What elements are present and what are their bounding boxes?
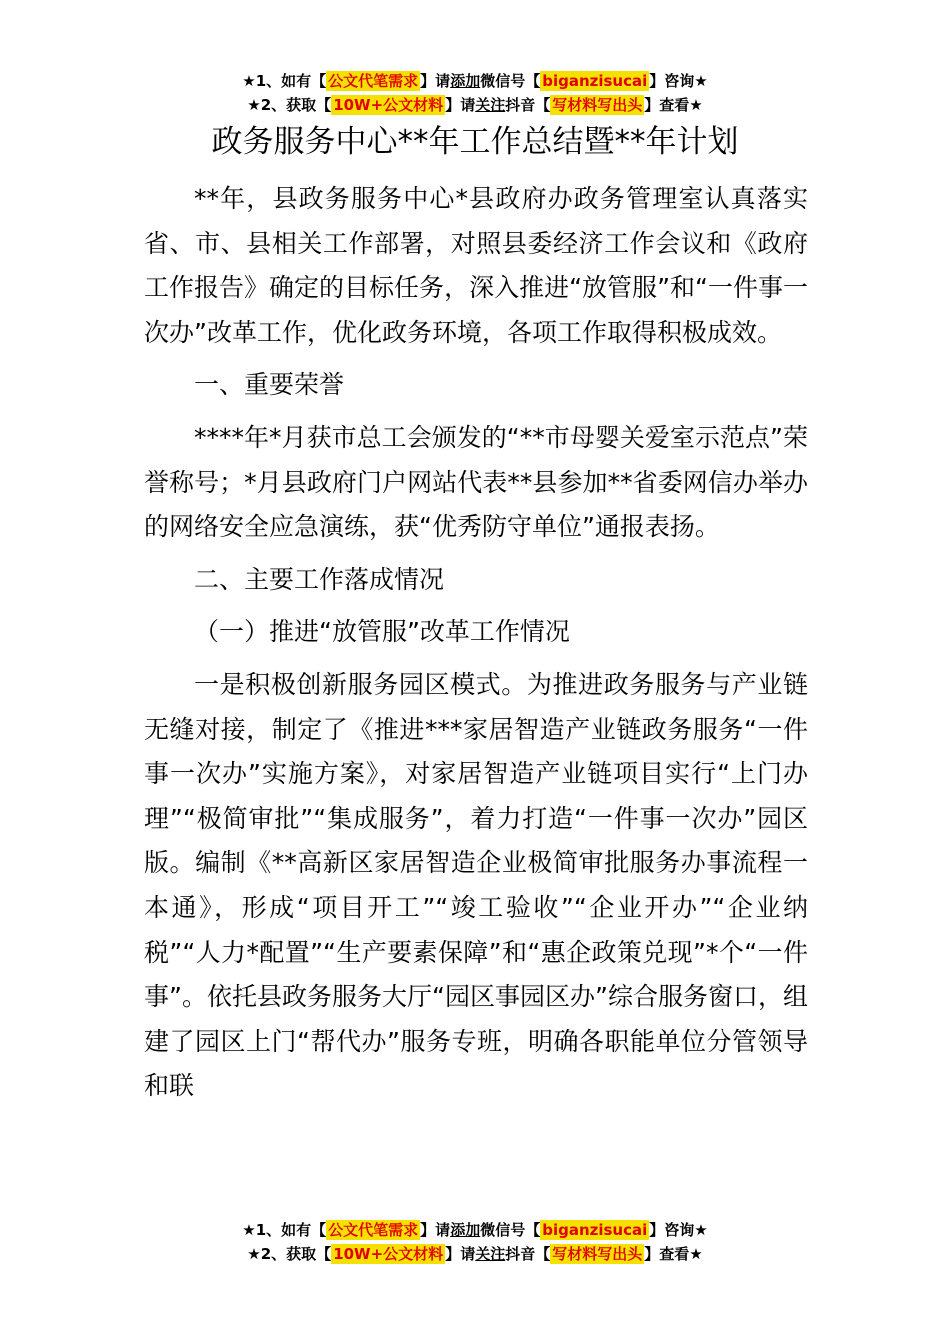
banner-underlined-text: 关注 <box>475 96 506 114</box>
banner-highlight: biganzisucai <box>542 1221 648 1239</box>
banner-line-2 <box>0 93 950 117</box>
document-body <box>144 177 808 1109</box>
header-banner <box>0 69 950 117</box>
intro-paragraph: **年，县政务服务中心*县政府办政务管理室认真落实省、市、县相关工作部署，对照县委经济工作会议和《政府工作报告》确定的目标任务，深入推进“放管服”和“一件事一次办”改革工作，优化政务环境，各项工作取得积极成效。 <box>144 184 808 347</box>
banner-text: 微信号【 <box>480 1221 541 1239</box>
banner-highlight: 10W+公文材料 <box>333 96 444 114</box>
banner-text: 抖音【 <box>505 96 551 114</box>
banner-text: 】请 <box>420 72 451 90</box>
document-title: 政务服务中心**年工作总结暨**年计划 <box>211 124 739 160</box>
subsection-heading-reform: （一）推进“放管服”改革工作情况 <box>194 617 570 647</box>
section-heading-main-work: 二、主要工作落成情况 <box>194 564 445 594</box>
banner-text: 】请 <box>420 1221 451 1239</box>
banner-text: 】咨询★ <box>649 1221 708 1239</box>
banner-text: 微信号【 <box>480 72 541 90</box>
banner-underlined-text: 添加 <box>450 1221 481 1239</box>
banner-line-1 <box>0 69 950 93</box>
banner-text: ★2、获取【 <box>247 96 332 114</box>
banner-text: ★1、如有【 <box>242 1221 327 1239</box>
honors-paragraph: ****年*月获市总工会颁发的“**市母婴关爱室示范点”荣誉称号；*月县政府门户网站代表**县参加**省委网信办举办的网络安全应急演练，获“优秀防守单位”通报表扬。 <box>144 422 808 542</box>
footer-banner <box>0 1218 950 1266</box>
banner-line-1 <box>0 1218 950 1242</box>
banner-text: 】请 <box>445 96 476 114</box>
banner-highlight: 10W+公文材料 <box>333 1245 444 1263</box>
banner-text: 抖音【 <box>505 1245 551 1263</box>
banner-highlight: biganzisucai <box>542 72 648 90</box>
banner-line-2 <box>0 1242 950 1266</box>
banner-highlight: 公文代笔需求 <box>328 1221 419 1239</box>
banner-underlined-text: 关注 <box>475 1245 506 1263</box>
banner-text: 】请 <box>445 1245 476 1263</box>
banner-highlight: 写材料写出头 <box>552 96 643 114</box>
section-heading-honors: 一、重要荣誉 <box>194 370 345 400</box>
banner-text: ★2、获取【 <box>247 1245 332 1263</box>
banner-text: 】咨询★ <box>649 72 708 90</box>
banner-text: 】查看★ <box>644 1245 703 1263</box>
banner-text: ★1、如有【 <box>242 72 327 90</box>
banner-text: 】查看★ <box>644 96 703 114</box>
banner-underlined-text: 添加 <box>450 72 481 90</box>
reform-paragraph: 一是积极创新服务园区模式。为推进政务服务与产业链无缝对接，制定了《推进***家居智造产业链政务服务“一件事一次办”实施方案》，对家居智造产业链项目实行“上门办理”“极简审批”“集成服务”，着力打造“一件事一次办”园区版。编制《**高新区家居智造企业极简审批服务办事流程一本通》，形成“项目开工”“竣工验收”“企业开办”“企业纳税”“人力*配置”“生产要素保障”和“惠企政策兑现”*个“一件事”。依托县政务服务大厅“园区事园区办”综合服务窗口，组建了园区上门“帮代办”服务专班，明确各职能单位分管领导和联 <box>144 669 808 1101</box>
banner-highlight: 公文代笔需求 <box>328 72 419 90</box>
banner-highlight: 写材料写出头 <box>552 1245 643 1263</box>
